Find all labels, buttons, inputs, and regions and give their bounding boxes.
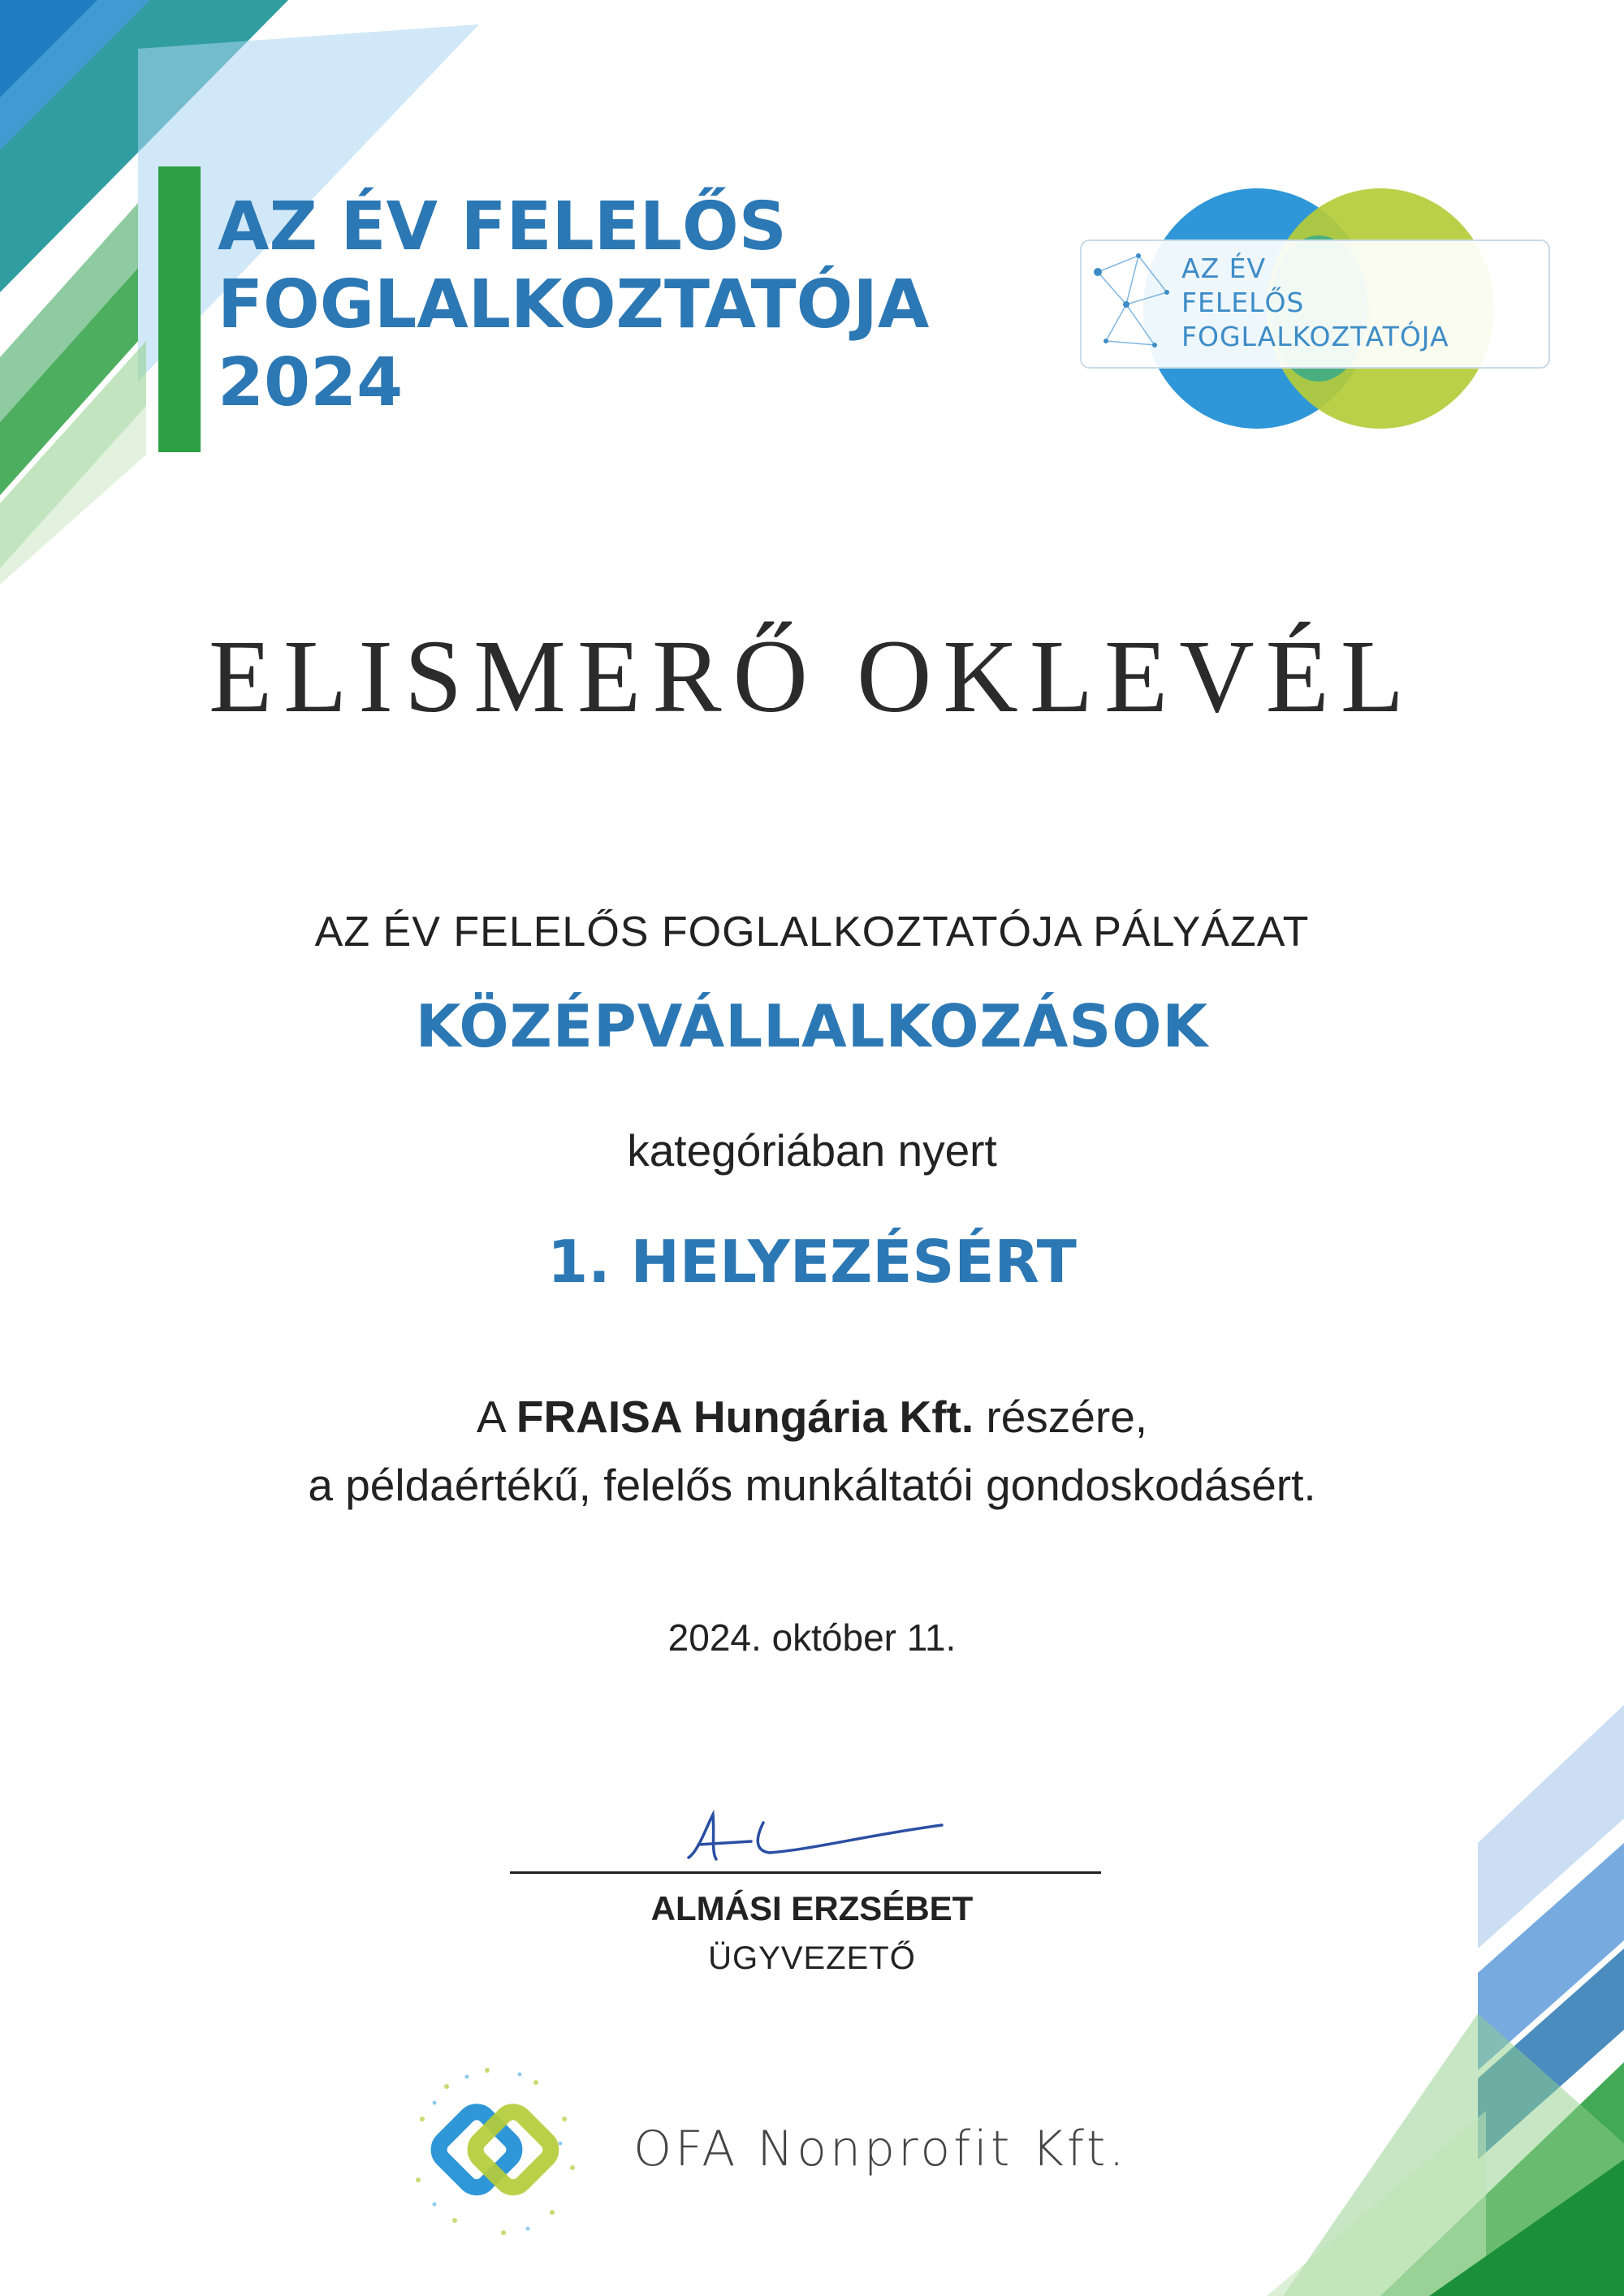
award-reason: a példaértékű, felelős munkáltatói gondoskodásért. (308, 1460, 1316, 1510)
bottom-right-decoration (1121, 1705, 1624, 2296)
competition-name: AZ ÉV FELELŐS FOGLALKOZTATÓJA PÁLYÁZAT (314, 908, 1310, 956)
organization-name: OFA Nonprofit Kft. (633, 2121, 1128, 2177)
recipient-line (0, 1391, 1624, 1443)
signature-line (510, 1871, 1101, 1874)
recipient-prefix: A (476, 1392, 516, 1442)
award-title-line-2: FOGLALKOZTATÓJA (218, 266, 930, 343)
ofa-logo-icon (390, 2046, 601, 2257)
won-text: kategóriában nyert (627, 1125, 997, 1176)
badge-line-3: FOGLALKOZTATÓJA (1181, 321, 1449, 352)
category-name: KÖZÉPVÁLLALKOZÁSOK (415, 992, 1209, 1060)
signatory-name: ALMÁSI ERZSÉBET (650, 1889, 974, 1927)
recipient-suffix: részére, (974, 1392, 1148, 1442)
award-title-line-1: AZ ÉV FELELŐS (218, 188, 787, 265)
award-title (218, 188, 929, 422)
issue-date: 2024. október 11. (667, 1616, 957, 1659)
signatory-role: ÜGYVEZETŐ (708, 1940, 916, 1976)
handwritten-signature (674, 1802, 966, 1875)
badge-line-1: AZ ÉV (1181, 252, 1267, 284)
recipient-name: FRAISA Hungária Kft. (516, 1392, 974, 1442)
badge-text (1181, 252, 1449, 354)
award-badge-logo (1072, 179, 1559, 438)
placement: 1. HELYEZÉSÉRT (547, 1228, 1077, 1296)
certificate-title: ELISMERŐ OKLEVÉL (208, 619, 1416, 734)
badge-line-2: FELELŐS (1181, 287, 1305, 318)
award-title-line-3: 2024 (218, 344, 404, 421)
network-icon (1090, 248, 1179, 357)
